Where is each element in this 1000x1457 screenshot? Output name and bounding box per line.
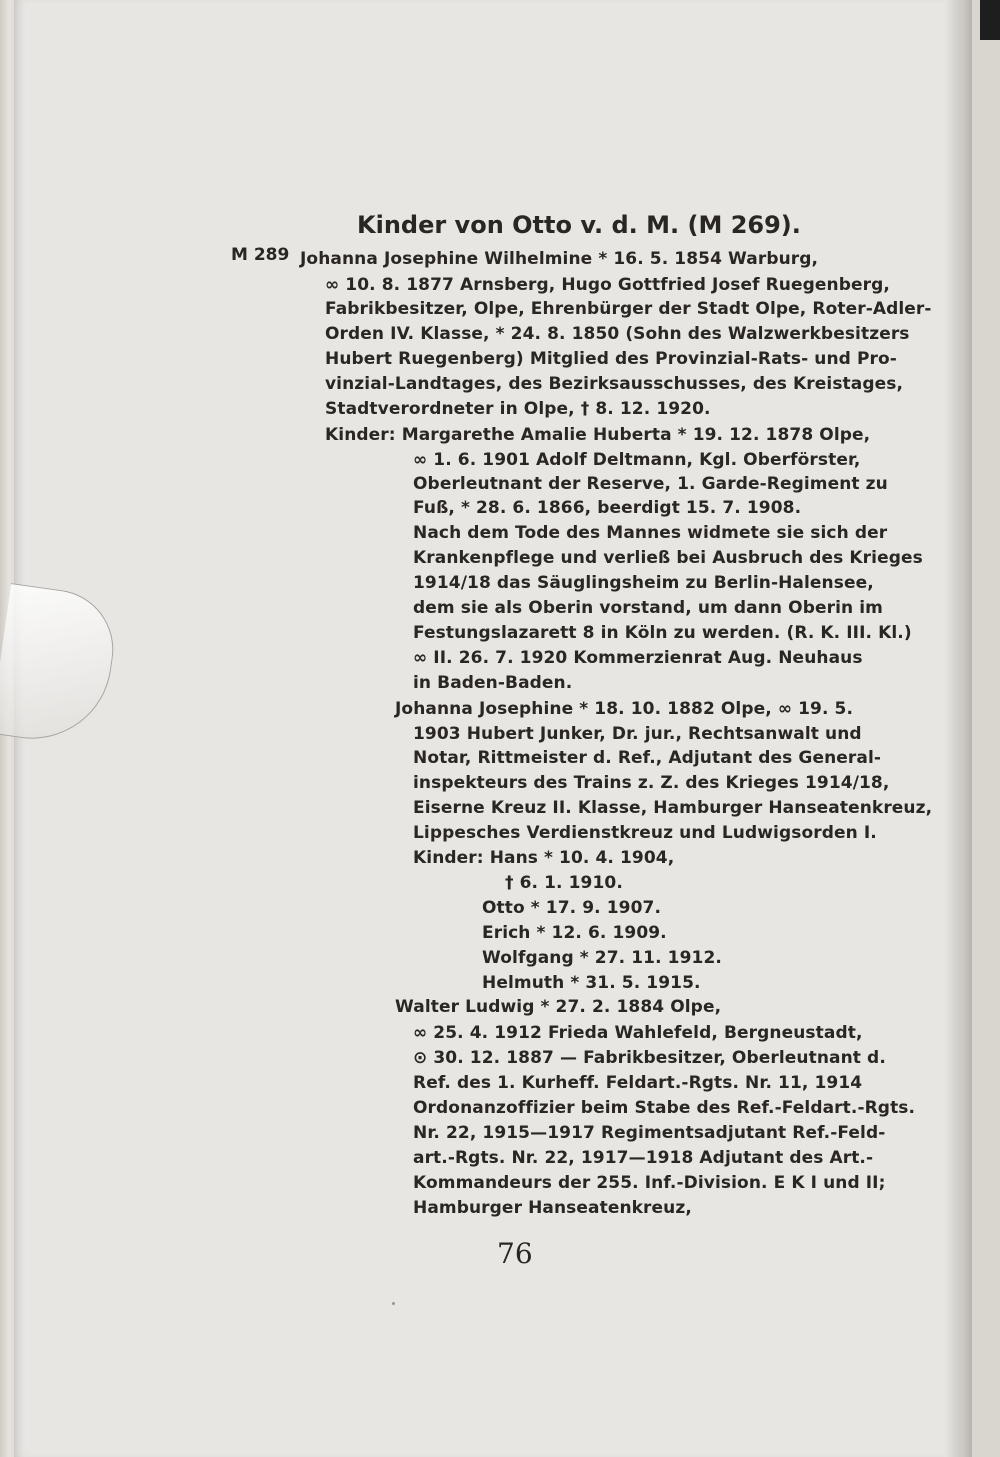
text-line: Erich * 12. 6. 1909. [482, 923, 667, 943]
text-line: Johanna Josephine Wilhelmine * 16. 5. 1854 Warburg, [300, 249, 819, 269]
text-line: Johanna Josephine * 18. 10. 1882 Olpe, ∞ 19. 5. [395, 699, 854, 719]
text-line: in Baden-Baden. [413, 673, 573, 693]
text-line: 1903 Hubert Junker, Dr. jur., Rechtsanwalt und [413, 724, 862, 744]
text-line: Hubert Ruegenberg) Mitglied des Provinzial-Rats- und Pro- [325, 349, 897, 369]
text-line: Orden IV. Klasse, * 24. 8. 1850 (Sohn des Walzwerkbesitzers [325, 324, 910, 344]
text-line: Kinder: Margarethe Amalie Huberta * 19. 12. 1878 Olpe, [325, 425, 871, 445]
text-line: inspekteurs des Trains z. Z. des Krieges 1914/18, [413, 773, 890, 793]
text-line: Walter Ludwig * 27. 2. 1884 Olpe, [395, 997, 722, 1017]
text-line: Eiserne Kreuz II. Klasse, Hamburger Hanseatenkreuz, [413, 798, 933, 818]
text-line: Kinder: Hans * 10. 4. 1904, [413, 848, 675, 868]
text-line: Fuß, * 28. 6. 1866, beerdigt 15. 7. 1908. [413, 498, 802, 518]
text-line: 1914/18 das Säuglingsheim zu Berlin-Halensee, [413, 573, 874, 593]
text-line: ∞ 25. 4. 1912 Frieda Wahlefeld, Bergneustadt, [413, 1023, 863, 1043]
text-line: ⊙ 30. 12. 1887 — Fabrikbesitzer, Oberleutnant d. [413, 1048, 886, 1068]
entry-label: M 289 [231, 245, 290, 265]
text-line: Ordonanzoffizier beim Stabe des Ref.-Feldart.-Rgts. [413, 1098, 916, 1118]
text-line: Hamburger Hanseatenkreuz, [413, 1198, 692, 1218]
text-line: ∞ 10. 8. 1877 Arnsberg, Hugo Gottfried Josef Ruegenberg, [325, 275, 890, 295]
text-line: Krankenpflege und verließ bei Ausbruch des Krieges [413, 548, 923, 568]
text-line: Fabrikbesitzer, Olpe, Ehrenbürger der Stadt Olpe, Roter-Adler- [325, 299, 932, 319]
text-line: dem sie als Oberin vorstand, um dann Oberin im [413, 598, 883, 618]
text-line: Festungslazarett 8 in Köln zu werden. (R. K. III. Kl.) [413, 623, 912, 643]
text-line: Nach dem Tode des Mannes widmete sie sich der [413, 523, 888, 543]
text-line: Helmuth * 31. 5. 1915. [482, 973, 701, 993]
page-number: 76 [497, 1237, 533, 1270]
text-line: ∞ 1. 6. 1901 Adolf Deltmann, Kgl. Oberförster, [413, 450, 861, 470]
text-line: Wolfgang * 27. 11. 1912. [482, 948, 722, 968]
text-line: Lippesches Verdienstkreuz und Ludwigsorden I. [413, 823, 877, 843]
text-line: vinzial-Landtages, des Bezirksausschusses, des Kreistages, [325, 374, 904, 394]
text-line: art.-Rgts. Nr. 22, 1917—1918 Adjutant des Art.- [413, 1148, 874, 1168]
text-line: Otto * 17. 9. 1907. [482, 898, 662, 918]
text-line: Oberleutnant der Reserve, 1. Garde-Regiment zu [413, 474, 888, 494]
section-heading: Kinder von Otto v. d. M. (M 269). [357, 211, 801, 239]
text-line: Ref. des 1. Kurheff. Feldart.-Rgts. Nr. 11, 1914 [413, 1073, 863, 1093]
text-line: Stadtverordneter in Olpe, † 8. 12. 1920. [325, 399, 711, 419]
text-line: Nr. 22, 1915—1917 Regimentsadjutant Ref.-Feld- [413, 1123, 886, 1143]
text-line: Notar, Rittmeister d. Ref., Adjutant des General- [413, 748, 882, 768]
text-line: ∞ II. 26. 7. 1920 Kommerzienrat Aug. Neuhaus [413, 648, 863, 668]
text-line: Kommandeurs der 255. Inf.-Division. E K I und II; [413, 1173, 886, 1193]
text-line: † 6. 1. 1910. [505, 873, 623, 893]
